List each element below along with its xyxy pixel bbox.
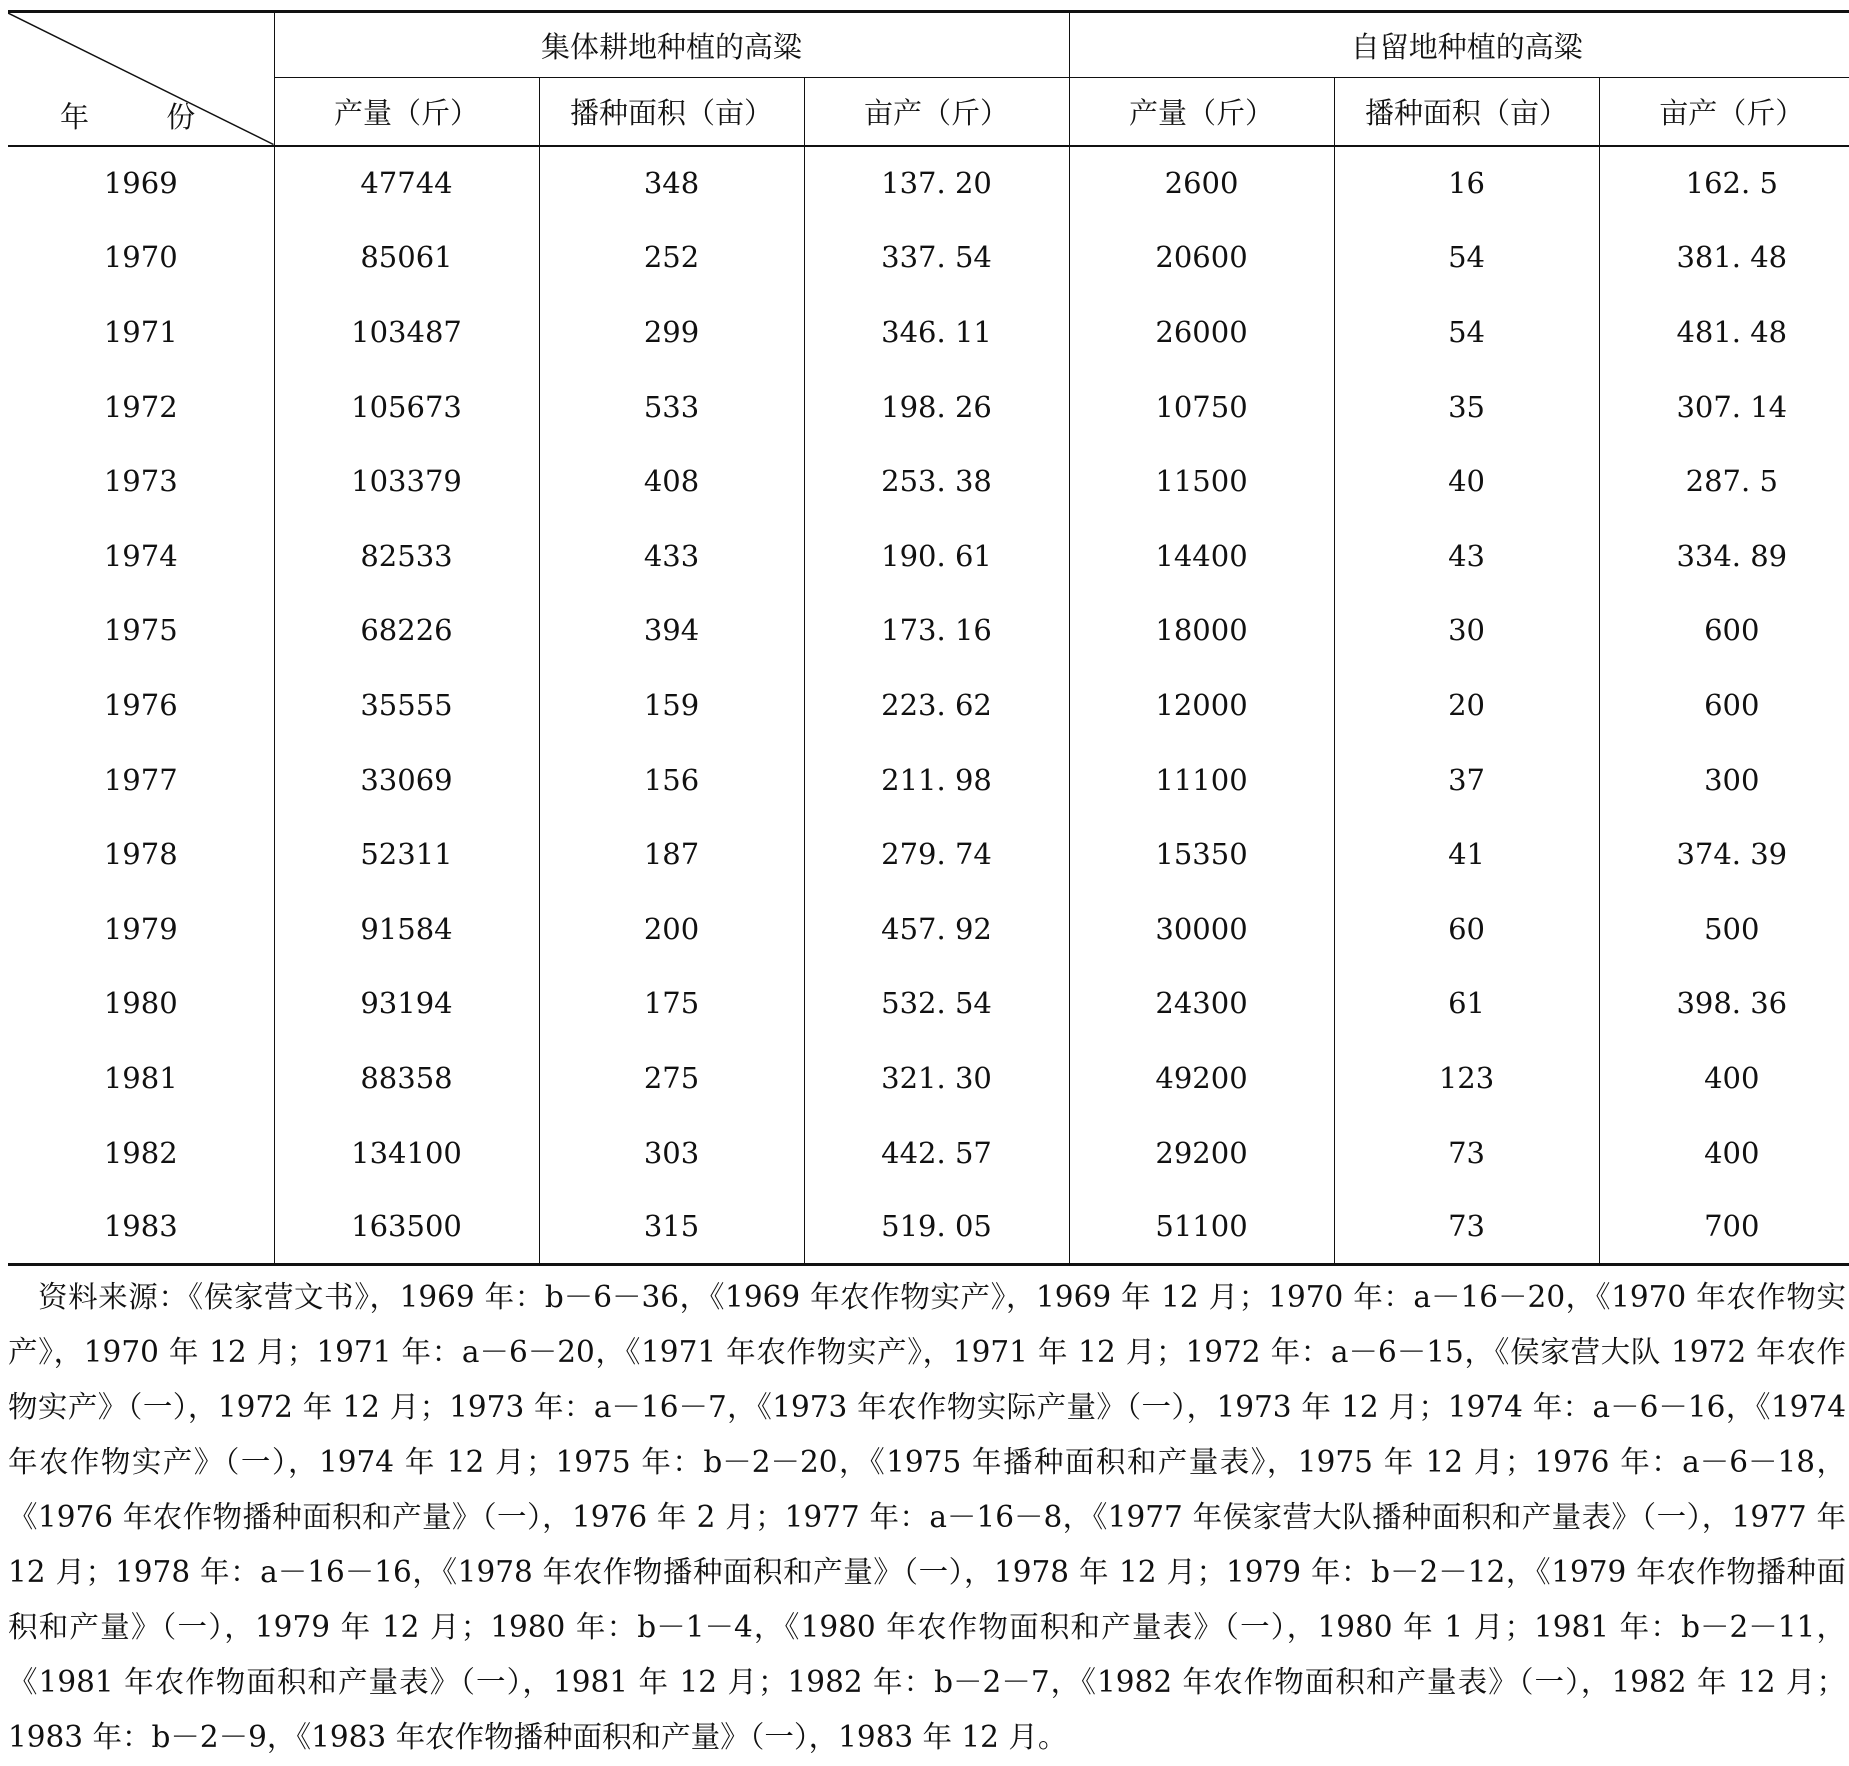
- col-header-private-output: 产量（斤）: [1069, 78, 1334, 146]
- cell-private-output: 2600: [1069, 146, 1334, 221]
- cell-private-yield: 398. 36: [1599, 966, 1849, 1041]
- cell-private-area: 60: [1334, 891, 1599, 966]
- cell-private-yield: 700: [1599, 1190, 1849, 1265]
- cell-year: 1970: [103, 240, 178, 275]
- table-row: [8, 295, 1849, 370]
- cell-private-output: 20600: [1069, 220, 1334, 295]
- cell-collective-output: 68226: [274, 593, 539, 668]
- cell-collective-output: 82533: [274, 518, 539, 593]
- cell-collective-area: 408: [539, 444, 804, 519]
- cell-private-area: 73: [1334, 1115, 1599, 1190]
- table-row: [8, 146, 1849, 221]
- cell-collective-output: 163500: [274, 1190, 539, 1265]
- cell-private-area: 54: [1334, 295, 1599, 370]
- cell-collective-yield: 279. 74: [804, 817, 1069, 892]
- table-row: [8, 1190, 1849, 1265]
- table-row: [8, 668, 1849, 743]
- cell-collective-output: 88358: [274, 1041, 539, 1116]
- cell-private-area: 40: [1334, 444, 1599, 519]
- year-header-label: 年 份: [60, 100, 230, 134]
- col-header-private-area: 播种面积（亩）: [1334, 78, 1599, 146]
- cell-collective-output: 103487: [274, 295, 539, 370]
- cell-collective-output: 47744: [274, 146, 539, 221]
- cell-year: 1978: [103, 837, 178, 872]
- cell-private-yield: 307. 14: [1599, 369, 1849, 444]
- table-row: [8, 817, 1849, 892]
- cell-collective-area: 252: [539, 220, 804, 295]
- private-plot-header: 自留地种植的高粱: [1069, 12, 1849, 78]
- table-row: [8, 518, 1849, 593]
- cell-collective-yield: 442. 57: [804, 1115, 1069, 1190]
- cell-collective-yield: 173. 16: [804, 593, 1069, 668]
- cell-private-yield: 400: [1599, 1115, 1849, 1190]
- cell-private-yield: 300: [1599, 742, 1849, 817]
- cell-private-yield: 500: [1599, 891, 1849, 966]
- cell-private-yield: 381. 48: [1599, 220, 1849, 295]
- cell-private-yield: 600: [1599, 593, 1849, 668]
- cell-private-area: 43: [1334, 518, 1599, 593]
- cell-private-output: 26000: [1069, 295, 1334, 370]
- cell-year: 1980: [103, 986, 178, 1021]
- cell-private-area: 20: [1334, 668, 1599, 743]
- cell-private-output: 12000: [1069, 668, 1334, 743]
- cell-collective-output: 52311: [274, 817, 539, 892]
- table-header-row-columns: [8, 78, 1849, 146]
- cell-private-area: 123: [1334, 1041, 1599, 1116]
- cell-private-output: 10750: [1069, 369, 1334, 444]
- cell-private-yield: 481. 48: [1599, 295, 1849, 370]
- col-header-collective-yield: 亩产（斤）: [804, 78, 1069, 146]
- cell-private-output: 14400: [1069, 518, 1334, 593]
- cell-year: 1974: [103, 538, 178, 573]
- cell-collective-yield: 211. 98: [804, 742, 1069, 817]
- cell-collective-yield: 346. 11: [804, 295, 1069, 370]
- cell-private-area: 35: [1334, 369, 1599, 444]
- table-row: [8, 742, 1849, 817]
- cell-collective-output: 103379: [274, 444, 539, 519]
- col-header-collective-area: 播种面积（亩）: [539, 78, 804, 146]
- cell-year: 1972: [103, 389, 178, 424]
- cell-collective-area: 348: [539, 146, 804, 221]
- cell-private-output: 15350: [1069, 817, 1334, 892]
- table-row: [8, 891, 1849, 966]
- cell-private-area: 73: [1334, 1190, 1599, 1265]
- cell-collective-output: 105673: [274, 369, 539, 444]
- cell-collective-yield: 532. 54: [804, 966, 1069, 1041]
- table-row: [8, 1115, 1849, 1190]
- cell-collective-yield: 190. 61: [804, 518, 1069, 593]
- cell-collective-output: 134100: [274, 1115, 539, 1190]
- cell-private-output: 29200: [1069, 1115, 1334, 1190]
- cell-collective-area: 175: [539, 966, 804, 1041]
- cell-collective-area: 299: [539, 295, 804, 370]
- cell-private-area: 16: [1334, 146, 1599, 221]
- table-row: [8, 593, 1849, 668]
- cell-private-output: 18000: [1069, 593, 1334, 668]
- cell-private-yield: 162. 5: [1599, 146, 1849, 221]
- cell-collective-area: 156: [539, 742, 804, 817]
- cell-private-output: 49200: [1069, 1041, 1334, 1116]
- cell-private-yield: 374. 39: [1599, 817, 1849, 892]
- cell-collective-yield: 137. 20: [804, 146, 1069, 221]
- cell-collective-output: 85061: [274, 220, 539, 295]
- cell-private-area: 37: [1334, 742, 1599, 817]
- collective-land-header: 集体耕地种植的高粱: [274, 12, 1069, 78]
- cell-private-area: 41: [1334, 817, 1599, 892]
- cell-private-area: 54: [1334, 220, 1599, 295]
- cell-collective-yield: 519. 05: [804, 1190, 1069, 1265]
- cell-year: 1979: [103, 911, 178, 946]
- cell-collective-area: 533: [539, 369, 804, 444]
- cell-collective-area: 187: [539, 817, 804, 892]
- cell-private-output: 11500: [1069, 444, 1334, 519]
- cell-year: 1975: [103, 613, 178, 648]
- cell-private-yield: 287. 5: [1599, 444, 1849, 519]
- cell-year: 1976: [103, 687, 178, 722]
- cell-private-output: 24300: [1069, 966, 1334, 1041]
- cell-year: 1973: [103, 464, 178, 499]
- cell-year: 1982: [103, 1135, 178, 1170]
- cell-collective-area: 315: [539, 1190, 804, 1265]
- corner-header-cell: [8, 12, 274, 146]
- cell-collective-output: 33069: [274, 742, 539, 817]
- cell-private-yield: 334. 89: [1599, 518, 1849, 593]
- cell-collective-output: 35555: [274, 668, 539, 743]
- cell-private-output: 30000: [1069, 891, 1334, 966]
- cell-year: 1969: [103, 166, 178, 201]
- cell-collective-area: 275: [539, 1041, 804, 1116]
- source-note: 资料来源：《侯家营文书》，1969 年：b－6－36，《1969 年农作物实产》，1969 年 12 月；1970 年：a－16－20，《1970 年农作物实产》，1970 年 12 月；1971 年：a－6－20，《1971 年农作物实产》，1971 年 12 月；1972 年：a－6－15，《侯家营大队 1972 年农作物实产》（一），1972 年 12 月；1973 年：a－16－7，《1973 年农作物实际产量》（一），1973 年 12 月；1974 年：a－6－16，《1974 年农作物实产》（一），1974 年 12 月；1975 年：b－2－20，《1975 年播种面积和产量表》，1975 年 12 月；1976 年：a－6－18，《1976 年农作物播种面积和产量》（一），1976 年 2 月；1977 年：a－16－8，《1977 年侯家营大队播种面积和产量表》（一），1977 年 12 月；1978 年：a－16－16，《1978 年农作物播种面积和产量》（一），1978 年 12 月；1979 年：b－2－12，《1979 年农作物播种面积和产量》（一），1979 年 12 月；1980 年：b－1－4，《1980 年农作物面积和产量表》（一），1980 年 1 月；1981 年：b－2－11，《1981 年农作物面积和产量表》（一），1981 年 12 月；1982 年：b－2－7，《1982 年农作物面积和产量表》（一），1982 年 12 月；1983 年：b－2－9，《1983 年农作物播种面积和产量》（一），1983 年 12 月。: [8, 1280, 1846, 1754]
- cell-collective-output: 91584: [274, 891, 539, 966]
- cell-collective-yield: 321. 30: [804, 1041, 1069, 1116]
- cell-collective-yield: 457. 92: [804, 891, 1069, 966]
- cell-year: 1981: [103, 1060, 178, 1095]
- table-row: [8, 369, 1849, 444]
- cell-private-yield: 600: [1599, 668, 1849, 743]
- cell-collective-area: 159: [539, 668, 804, 743]
- cell-collective-output: 93194: [274, 966, 539, 1041]
- cell-private-area: 30: [1334, 593, 1599, 668]
- table-body: [8, 146, 1849, 1265]
- table-row: [8, 1041, 1849, 1116]
- cell-collective-area: 394: [539, 593, 804, 668]
- cell-private-output: 51100: [1069, 1190, 1334, 1265]
- cell-private-output: 11100: [1069, 742, 1334, 817]
- cell-collective-area: 303: [539, 1115, 804, 1190]
- cell-collective-yield: 198. 26: [804, 369, 1069, 444]
- table-row: [8, 966, 1849, 1041]
- table-row: [8, 444, 1849, 519]
- cell-private-yield: 400: [1599, 1041, 1849, 1116]
- cell-private-area: 61: [1334, 966, 1599, 1041]
- cell-year: 1971: [103, 314, 178, 349]
- cell-collective-yield: 253. 38: [804, 444, 1069, 519]
- cell-year: 1977: [103, 762, 178, 797]
- cell-collective-area: 433: [539, 518, 804, 593]
- cell-year: 1983: [8, 1190, 274, 1265]
- col-header-collective-output: 产量（斤）: [274, 78, 539, 146]
- sorghum-yield-table: [8, 10, 1849, 1266]
- table-row: [8, 220, 1849, 295]
- cell-collective-yield: 337. 54: [804, 220, 1069, 295]
- cell-collective-area: 200: [539, 891, 804, 966]
- table-header-row-groups: [8, 12, 1849, 78]
- col-header-private-yield: 亩产（斤）: [1599, 78, 1849, 146]
- cell-collective-yield: 223. 62: [804, 668, 1069, 743]
